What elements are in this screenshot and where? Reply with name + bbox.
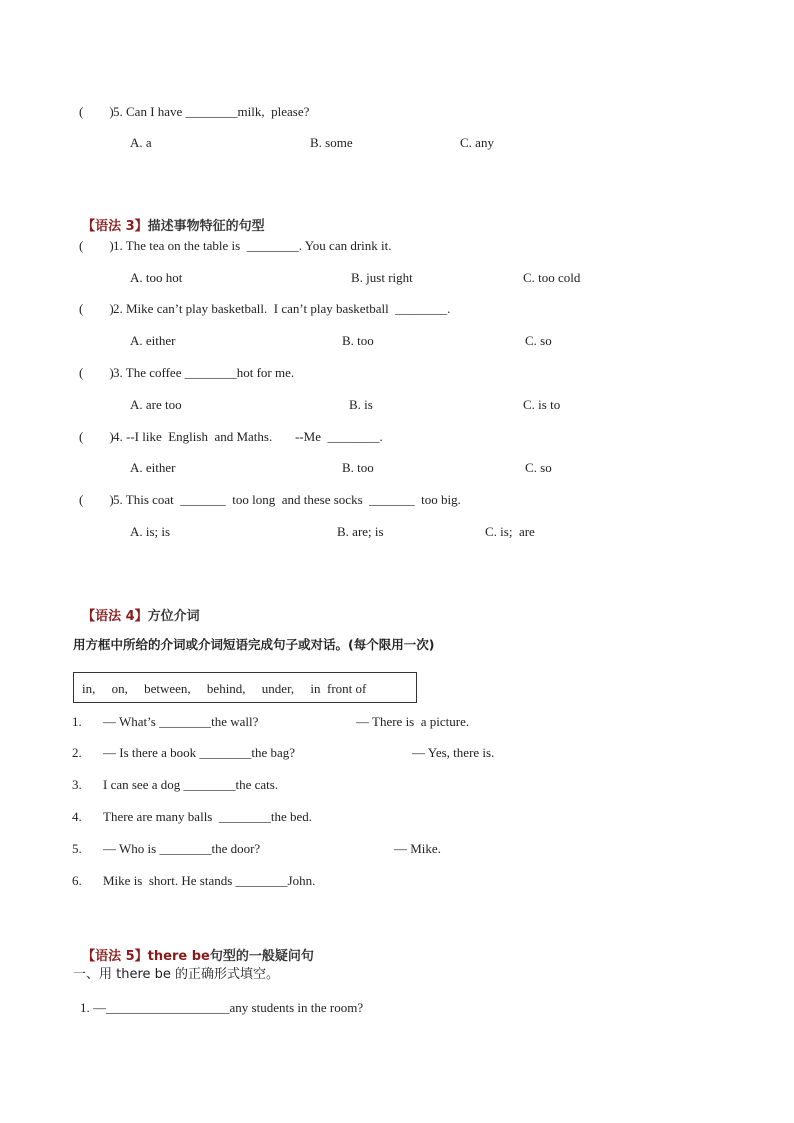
option-c: C. is to [523, 397, 561, 412]
item-number: 5. [72, 841, 82, 856]
heading-title-en: there be [147, 949, 210, 964]
heading-title: 描述事物特征的句型 [147, 219, 265, 234]
heading-label: 语法 4 [95, 609, 135, 624]
option-a: A. too hot [130, 270, 183, 285]
question-paren: ( ) [79, 492, 114, 507]
option-b: B. too [342, 460, 374, 475]
question-text: 4. --I like English and Maths. --Me ________. [113, 429, 383, 444]
section-heading-grammar3 [73, 203, 265, 235]
item-number: 4. [72, 809, 82, 824]
heading-bracket-close: 】 [134, 219, 148, 234]
question-text: 5. This coat _______ too long and these socks _______ too big. [113, 492, 461, 507]
option-c: C. is; are [485, 524, 535, 539]
question-paren: ( ) [79, 301, 114, 316]
question-paren: ( ) [79, 365, 114, 380]
question-paren: ( ) [79, 238, 114, 253]
word-box [73, 672, 417, 703]
item-number: 6. [72, 873, 82, 888]
item-reply: — There is a picture. [356, 714, 470, 729]
option-a: A. either [130, 460, 176, 475]
section-heading-grammar4 [73, 593, 200, 625]
item-number: 3. [72, 777, 82, 792]
option-a: A. either [130, 333, 176, 348]
heading-bracket-open: 【 [82, 949, 96, 964]
item-reply: — Yes, there is. [412, 745, 495, 760]
question-paren: ( ) [79, 104, 114, 119]
question-text: 3. The coffee ________hot for me. [113, 365, 295, 380]
question-text: 5. Can I have ________milk, please? [113, 104, 310, 119]
option-b: B. is [349, 397, 373, 412]
item-text: 1. —___________________any students in the room? [80, 1000, 364, 1015]
heading-bracket-open: 【 [82, 219, 96, 234]
option-a: A. is; is [130, 524, 171, 539]
option-b: B. are; is [337, 524, 384, 539]
item-text: — Is there a book ________the bag? [103, 745, 296, 760]
heading-bracket-close: 】 [134, 949, 148, 964]
option-c: C. too cold [523, 270, 581, 285]
option-b: B. too [342, 333, 374, 348]
item-text: — What’s ________the wall? [103, 714, 259, 729]
item-number: 2. [72, 745, 82, 760]
question-text: 1. The tea on the table is ________. You can drink it. [113, 238, 392, 253]
item-reply: — Mike. [394, 841, 441, 856]
option-c: C. so [525, 333, 552, 348]
item-text: I can see a dog ________the cats. [103, 777, 279, 792]
question-paren: ( ) [79, 429, 114, 444]
item-number: 1. [72, 714, 82, 729]
heading-title: 句型的一般疑问句 [209, 949, 314, 964]
heading-label: 语法 5 [95, 949, 135, 964]
heading-bracket-close: 】 [134, 609, 148, 624]
option-b: B. just right [351, 270, 413, 285]
option-a: A. a [130, 135, 152, 150]
option-c: C. any [460, 135, 494, 150]
item-text: Mike is short. He stands ________John. [103, 873, 316, 888]
item-text: — Who is ________the door? [103, 841, 261, 856]
option-a: A. are too [130, 397, 182, 412]
option-b: B. some [310, 135, 353, 150]
option-c: C. so [525, 460, 552, 475]
section-heading-grammar5 [73, 933, 314, 965]
heading-title: 方位介词 [147, 609, 200, 624]
heading-label: 语法 3 [95, 219, 135, 234]
heading-bracket-open: 【 [82, 609, 96, 624]
word-box-words: in, on, between, behind, under, in front of [82, 681, 367, 696]
instruction-text: 用方框中所给的介词或介词短语完成句子或对话。(每个限用一次) [73, 637, 435, 652]
section-title: 一、用 there be 的正确形式填空。 [73, 967, 280, 982]
item-text: There are many balls ________the bed. [103, 809, 313, 824]
question-text: 2. Mike can’t play basketball. I can’t play basketball ________. [113, 301, 451, 316]
